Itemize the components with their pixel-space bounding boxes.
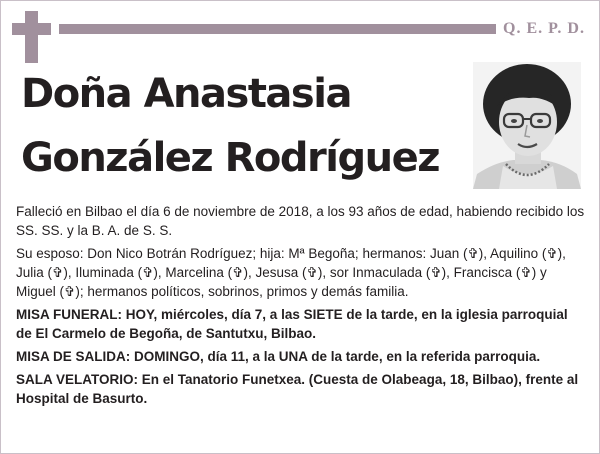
family-paragraph: Su esposo: Don Nico Botrán Rodríguez; hija: Mª Begoña; hermanos: Juan (✞), Aquilino (✞), Julia (✞), Iluminada (✞), Marcelina (✞), Jesusa (✞), sor Inmaculada (✞), Francisca (✞) y Miguel (✞); hermanos políticos, sobrinos, primos y demás familia. xyxy=(16,246,566,299)
qepd-label: Q. E. P. D. xyxy=(503,20,585,37)
death-paragraph: Falleció en Bilbao el día 6 de noviembre de 2018, a los 93 años de edad, habiendo recibido los SS. SS. y la B. A. de S. S. xyxy=(16,204,585,238)
portrait-photo xyxy=(473,62,581,189)
header-rule xyxy=(59,24,496,34)
deceased-name-line2: González Rodríguez xyxy=(21,135,439,181)
wake-room-paragraph: SALA VELATORIO: En el Tanatorio Funetxea. (Cuesta de Olabeaga, 18, Bilbao), frente al Hospital de Basurto. xyxy=(16,372,579,406)
obituary-text xyxy=(16,202,586,412)
departure-mass-paragraph: MISA DE SALIDA: DOMINGO, día 11, a la UNA de la tarde, en la referida parroquia. xyxy=(16,349,541,364)
funeral-mass-paragraph: MISA FUNERAL: HOY, miércoles, día 7, a las SIETE de la tarde, en la iglesia parroquial de El Carmelo de Begoña, de Santutxu, Bilbao. xyxy=(16,307,568,341)
deceased-name-line1: Doña Anastasia xyxy=(21,71,351,117)
